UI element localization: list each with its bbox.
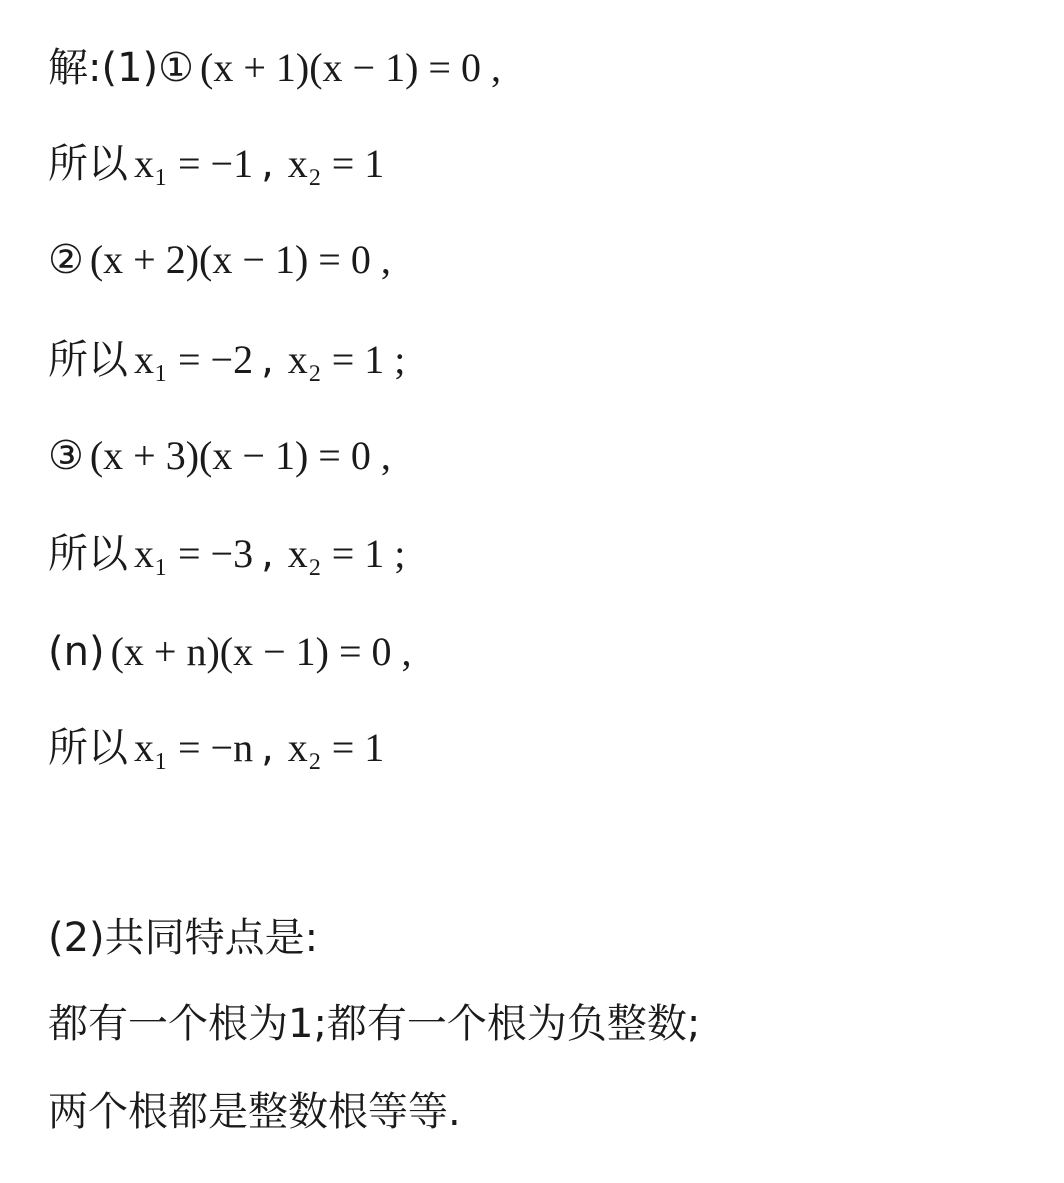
solution-1-x2: x₂ = 1	[287, 141, 385, 186]
equation-1: (x + 1)(x − 1) = 0 ,	[200, 45, 501, 90]
circled-2-label: ②	[48, 237, 84, 283]
part2-heading: (2)共同特点是:	[48, 915, 319, 961]
solution-prefix: 所以	[48, 725, 128, 771]
solution-2-x1: x₁ = −2	[134, 337, 254, 382]
solution-prefix: 所以	[48, 337, 128, 383]
part1-sol3-line: 所以 x₁ = −3 , x₂ = 1 ;	[48, 531, 406, 577]
part1-sol2-line: 所以 x₁ = −2 , x₂ = 1 ;	[48, 337, 406, 383]
part1-soln-line: 所以 x₁ = −n , x₂ = 1	[48, 725, 385, 771]
n-label: (n)	[48, 629, 105, 675]
solution-n-x2: x₂ = 1	[287, 725, 385, 770]
equation-3: (x + 3)(x − 1) = 0 ,	[89, 433, 391, 478]
part1-eq2-line	[48, 236, 391, 284]
part2-line2: 两个根都是整数根等等.	[48, 1089, 461, 1135]
solution-prefix: 所以	[48, 531, 128, 577]
solution-n-x1: x₁ = −n	[134, 725, 254, 770]
part1-eq3-line	[48, 432, 391, 480]
part1-label: 解:(1)①	[48, 45, 194, 91]
solution-2-x2: x₂ = 1 ;	[287, 337, 406, 382]
part1-eqn-line	[48, 628, 412, 676]
equation-2: (x + 2)(x − 1) = 0 ,	[89, 237, 391, 282]
part1-eq1-line	[48, 44, 501, 92]
part2-line1: 都有一个根为1;都有一个根为负整数;	[48, 1001, 701, 1047]
part1-sol1-line: 所以 x₁ = −1 , x₂ = 1	[48, 141, 385, 187]
solution-1-x1: x₁ = −1	[134, 141, 254, 186]
solution-3-x1: x₁ = −3	[134, 531, 254, 576]
equation-n: (x + n)(x − 1) = 0 ,	[110, 629, 412, 674]
solution-prefix: 所以	[48, 141, 128, 187]
solution-3-x2: x₂ = 1 ;	[287, 531, 406, 576]
circled-3-label: ③	[48, 433, 84, 479]
